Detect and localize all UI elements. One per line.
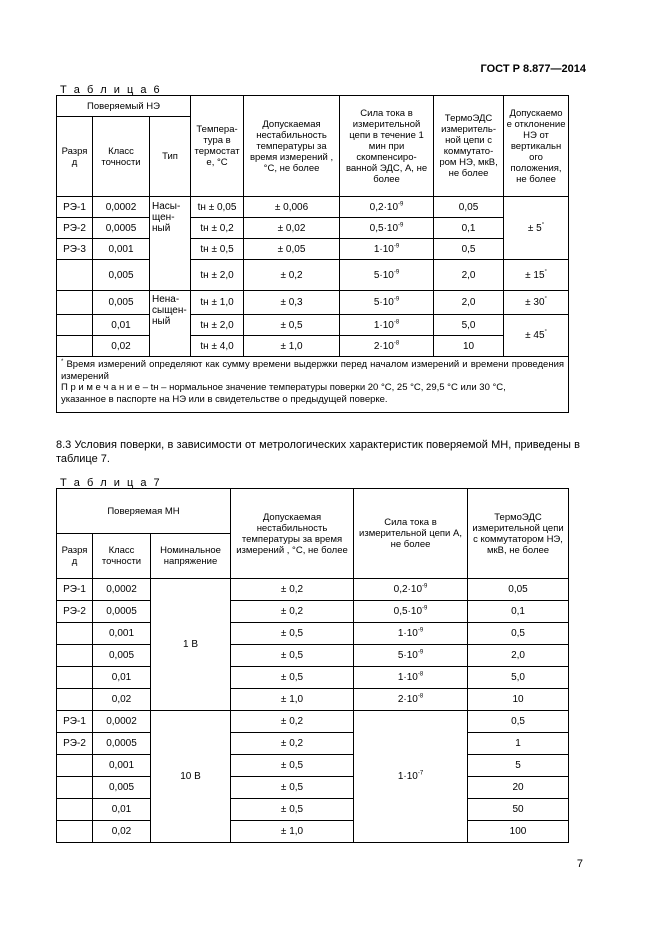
- note-text: – tн – нормальное значение температуры поверки 20 °С, 25 °С, 29,5 °С или 30 °С,: [140, 382, 506, 393]
- cell-deviation: ± 15°: [504, 260, 569, 291]
- cell-instab: ± 0,5: [231, 755, 354, 777]
- cell-emf: 10: [434, 336, 504, 357]
- cell-class: 0,01: [93, 315, 150, 336]
- cell-instab: ± 0,02: [244, 218, 340, 239]
- cell-deviation: ± 45°: [504, 315, 569, 357]
- header-rank: Разря д: [57, 534, 93, 579]
- cell-class: 0,001: [93, 755, 151, 777]
- header-instability: Допускаемая нестабильность температуры за время измерений , °С, не более: [231, 489, 354, 579]
- header-class: Класс точности: [93, 117, 150, 197]
- cell-emf: 2,0: [434, 291, 504, 315]
- header-class: Класс точности: [93, 534, 151, 579]
- cell-voltage-10v: 10 В: [151, 711, 231, 843]
- header-temperature: Темпера-тура в термостат е, °С: [191, 96, 244, 197]
- cell-current: $2\cdot 10^{-8}$: [354, 689, 468, 711]
- cell-emf: 50: [468, 799, 569, 821]
- cell-class: 0,001: [93, 623, 151, 645]
- cell-instab: ± 0,5: [231, 799, 354, 821]
- cell-rank: РЭ-2: [57, 601, 93, 623]
- cell-class: 0,0002: [93, 197, 150, 218]
- cell-class: 0,0002: [93, 711, 151, 733]
- cell-temp: tн ± 1,0: [191, 291, 244, 315]
- cell-rank: [57, 689, 93, 711]
- cell-emf: 100: [468, 821, 569, 843]
- cell-temp: tн ± 2,0: [191, 260, 244, 291]
- header-group: Поверяемая МН: [57, 489, 231, 534]
- cell-emf: 1: [468, 733, 569, 755]
- cell-emf: 5,0: [434, 315, 504, 336]
- cell-deviation: ± 30°: [504, 291, 569, 315]
- cell-temp: tн ± 0,2: [191, 218, 244, 239]
- cell-rank: [57, 260, 93, 291]
- cell-current: $2\cdot 10^{-8}$: [340, 336, 434, 357]
- header-thermo-emf: ТермоЭДС измерительной цепи с коммутатором НЭ, мкВ, не более: [468, 489, 569, 579]
- header-instability: Допускаемая нестабильность температуры за время измерений , °С, не более: [244, 96, 340, 197]
- cell-instab: ± 0,2: [231, 601, 354, 623]
- cell-instab: ± 0,2: [231, 711, 354, 733]
- cell-class: 0,005: [93, 291, 150, 315]
- cell-rank: [57, 645, 93, 667]
- cell-current: $1\cdot 10^{-9}$: [340, 239, 434, 260]
- table6-caption: Т а б л и ц а 6: [60, 84, 162, 96]
- cell-instab: ± 0,5: [231, 623, 354, 645]
- cell-class: 0,005: [93, 777, 151, 799]
- cell-current: $1\cdot 10^{-8}$: [340, 315, 434, 336]
- cell-current-shared: $1\cdot 10^{-7}$: [354, 711, 468, 843]
- footnote-text: Время измерений определяют как сумму времени выдержки перед началом измерений и времени проведения измерений: [61, 359, 565, 382]
- cell-instab: ± 0,5: [231, 777, 354, 799]
- cell-class: 0,0002: [93, 579, 151, 601]
- cell-rank: РЭ-2: [57, 218, 93, 239]
- cell-class: 0,01: [93, 799, 151, 821]
- cell-current: $0,2\cdot 10^{-9}$: [340, 197, 434, 218]
- cell-instab: ± 1,0: [231, 821, 354, 843]
- cell-rank: [57, 336, 93, 357]
- cell-rank: [57, 821, 93, 843]
- cell-class: 0,0005: [93, 218, 150, 239]
- table-7: [56, 488, 569, 843]
- cell-emf: 0,1: [468, 601, 569, 623]
- cell-current: $0,2\cdot 10^{-9}$: [354, 579, 468, 601]
- cell-rank: [57, 623, 93, 645]
- cell-current: $5\cdot 10^{-9}$: [354, 645, 468, 667]
- cell-rank: РЭ-1: [57, 197, 93, 218]
- cell-emf: 0,5: [434, 239, 504, 260]
- cell-temp: tн ± 0,05: [191, 197, 244, 218]
- cell-instab: ± 1,0: [231, 689, 354, 711]
- cell-rank: [57, 799, 93, 821]
- cell-voltage-1v: 1 В: [151, 579, 231, 711]
- cell-emf: 0,1: [434, 218, 504, 239]
- cell-emf: 2,0: [434, 260, 504, 291]
- note-text-continued: указанное в паспорте на НЭ или в свидетельстве о предыдущей поверке.: [61, 393, 388, 405]
- cell-rank: [57, 315, 93, 336]
- note-label: П р и м е ч а н и е: [61, 382, 141, 393]
- cell-current: $1\cdot 10^{-8}$: [354, 667, 468, 689]
- cell-rank: РЭ-1: [57, 579, 93, 601]
- page-number: 7: [576, 858, 583, 870]
- cell-class: 0,02: [93, 821, 151, 843]
- cell-emf: 0,05: [468, 579, 569, 601]
- cell-instab: ± 0,5: [231, 667, 354, 689]
- cell-emf: 10: [468, 689, 569, 711]
- document-code: ГОСТ Р 8.877—2014: [480, 63, 586, 75]
- cell-instab: ± 0,5: [231, 645, 354, 667]
- header-thermo-emf: ТермоЭДС измеритель-ной цепи с коммутато-ром НЭ, мкВ, не более: [434, 96, 504, 197]
- header-rank: Разря д: [57, 117, 93, 197]
- cell-instab: ± 0,5: [244, 315, 340, 336]
- cell-current: $5\cdot 10^{-9}$: [340, 260, 434, 291]
- header-group: Поверяемый НЭ: [57, 96, 191, 117]
- cell-emf: 0,5: [468, 711, 569, 733]
- cell-rank: [57, 291, 93, 315]
- header-current: Сила тока в измерительной цепи А, не более: [354, 489, 468, 579]
- cell-current: $0,5\cdot 10^{-9}$: [340, 218, 434, 239]
- header-current: Сила тока в измерительной цепи в течение 1 мин при скомпенсиро-ванной ЭДС, А, не более: [340, 96, 434, 197]
- cell-instab: ± 0,2: [231, 579, 354, 601]
- cell-emf: 5,0: [468, 667, 569, 689]
- cell-emf: 5: [468, 755, 569, 777]
- section-paragraph: 8.3 Условия поверки, в зависимости от метрологических характеристик поверяемой МН, приведены в таблице 7.: [56, 439, 580, 465]
- cell-emf: 0,05: [434, 197, 504, 218]
- cell-temp: tн ± 4,0: [191, 336, 244, 357]
- cell-emf: 20: [468, 777, 569, 799]
- cell-rank: [57, 777, 93, 799]
- cell-emf: 0,5: [468, 623, 569, 645]
- cell-rank: РЭ-1: [57, 711, 93, 733]
- cell-rank: [57, 755, 93, 777]
- cell-class: 0,0005: [93, 733, 151, 755]
- cell-rank: [57, 667, 93, 689]
- cell-class: 0,001: [93, 239, 150, 260]
- cell-class: 0,0005: [93, 601, 151, 623]
- cell-rank: РЭ-2: [57, 733, 93, 755]
- cell-class: 0,02: [93, 336, 150, 357]
- cell-deviation: ± 5°: [504, 197, 569, 260]
- cell-instab: ± 0,2: [244, 260, 340, 291]
- cell-type-saturated: Насы-щен-ный: [150, 197, 191, 291]
- cell-instab: ± 1,0: [244, 336, 340, 357]
- table-6: [56, 95, 569, 413]
- header-type: Тип: [150, 117, 191, 197]
- cell-instab: ± 0,2: [231, 733, 354, 755]
- cell-instab: ± 0,05: [244, 239, 340, 260]
- cell-class: 0,005: [93, 645, 151, 667]
- cell-class: 0,02: [93, 689, 151, 711]
- cell-temp: tн ± 0,5: [191, 239, 244, 260]
- cell-instab: ± 0,006: [244, 197, 340, 218]
- table6-notes: * Время измерений определяют как сумму времени выдержки перед началом измерений и времени проведения измерений П р и м е ч а н и е – tн – нормальное значение температуры поверки 20 °С, 25 °С, 29,5 °С или 30 °С, указанное в паспорте на НЭ или в свидетельстве о предыдущей поверке.: [57, 357, 569, 413]
- cell-instab: ± 0,3: [244, 291, 340, 315]
- header-deviation: Допускаемо е отклонение НЭ от вертикальн ого положения, не более: [504, 96, 569, 197]
- cell-current: $5\cdot 10^{-9}$: [340, 291, 434, 315]
- cell-temp: tн ± 2,0: [191, 315, 244, 336]
- cell-current: $1\cdot 10^{-9}$: [354, 623, 468, 645]
- cell-rank: РЭ-3: [57, 239, 93, 260]
- cell-emf: 2,0: [468, 645, 569, 667]
- cell-class: 0,01: [93, 667, 151, 689]
- cell-class: 0,005: [93, 260, 150, 291]
- cell-current: $0,5\cdot 10^{-9}$: [354, 601, 468, 623]
- cell-type-unsaturated: Нена-сыщен-ный: [150, 291, 191, 357]
- header-voltage: Номинальное напряжение: [151, 534, 231, 579]
- table7-caption: Т а б л и ц а 7: [60, 477, 162, 489]
